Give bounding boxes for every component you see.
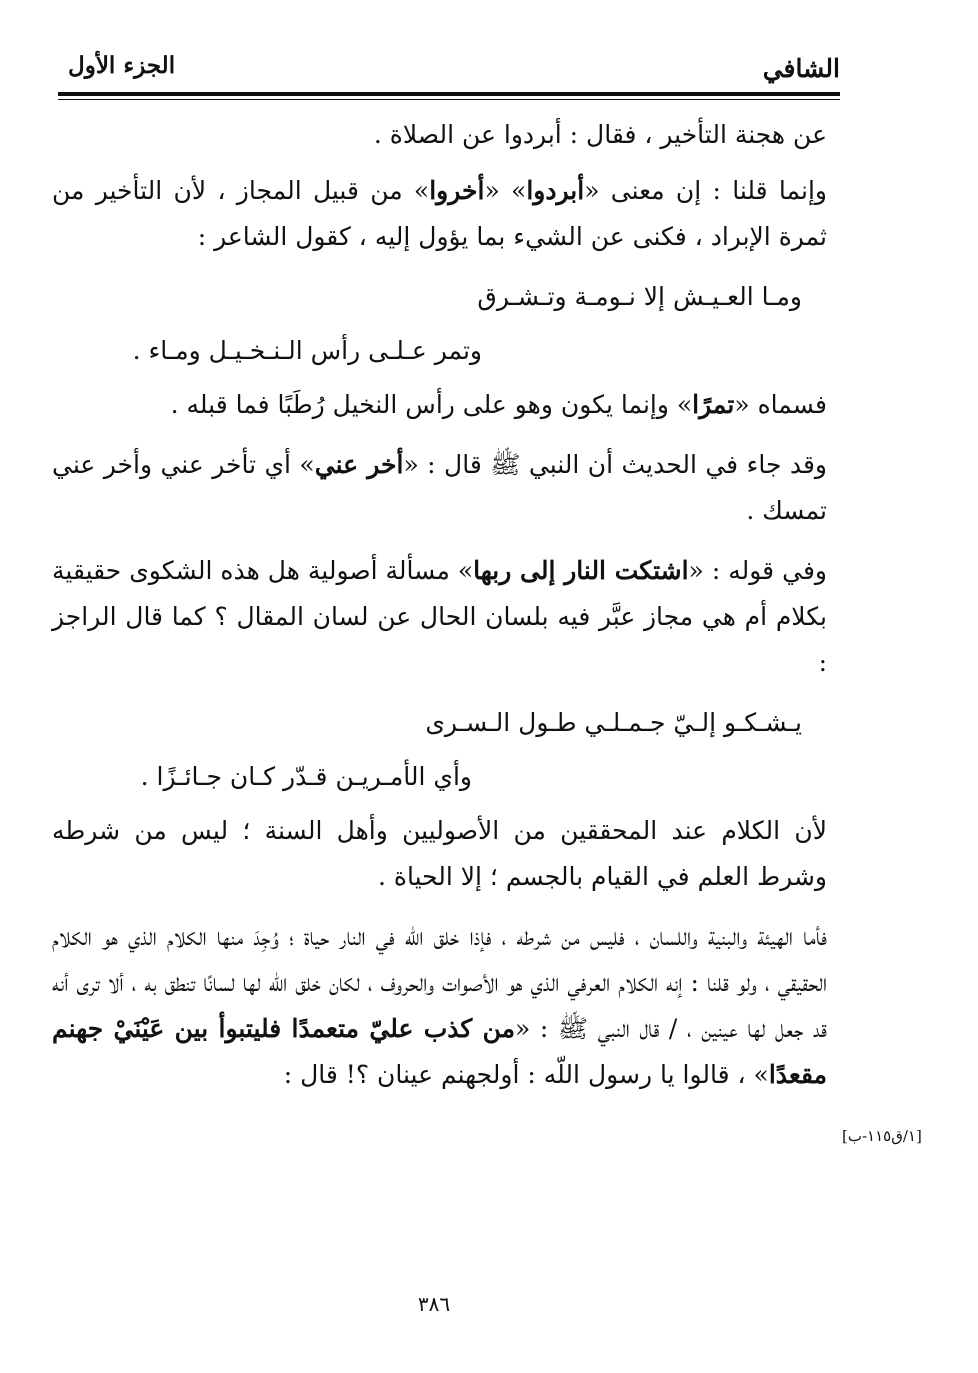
verse-line bbox=[52, 700, 827, 746]
body-text bbox=[52, 112, 827, 1112]
paragraph-text: فأما الهيئة والبنية واللسان ، فليس من شرطه ، فإذا خلق اللّه في النار حياة ؛ وُجِدَ منها الكلام الذي هو الكلام الحقيقي ، ولو قلنا : إنه الكلام العرفي الذي هو الأصوات والحروف ، لكان خلق اللّه لها لسانًا تنطق به ، ألا ترى أنه قد جعل لها عينين ، / قال النبي ﷺ : « bbox=[52, 922, 827, 1043]
paragraph-text: فسماه « bbox=[734, 390, 827, 419]
paragraph-text: وقد جاء في الحديث أن النبي ﷺ قال : « bbox=[403, 450, 827, 479]
verse-text: يـشـكـو إلـيّ جـمـلـي طـول الـسـرى bbox=[425, 708, 802, 737]
paragraph-text: وفي قوله : « bbox=[688, 556, 827, 585]
paragraph-text: وإنما قلنا : إن معنى « bbox=[584, 176, 827, 205]
verse-line bbox=[52, 754, 827, 800]
verse-text: وتمر عـلـى رأس الـنـخـيـل ومـاء . bbox=[132, 336, 482, 365]
paragraph bbox=[52, 382, 827, 428]
header-rule-thick bbox=[58, 92, 840, 96]
paragraph-text: » من قبيل المجاز ، لأن التأخير من ثمرة الإبراد ، فكنى عن الشيء بما يؤول إليه ، كقول الشاعر : bbox=[52, 176, 827, 251]
paragraph-text: لأن الكلام عند المحققين من الأصوليين وأهل السنة ؛ ليس من شرطه وشرط العلم في القيام بالجسم ؛ إلا الحياة . bbox=[52, 816, 827, 891]
paragraph-text: » « bbox=[484, 176, 527, 205]
running-header bbox=[58, 48, 840, 88]
manuscript-folio-note: [١/ق١١٥-ب] bbox=[842, 1127, 922, 1145]
paragraph bbox=[52, 914, 827, 1098]
paragraph-text: » وإنما يكون وهو على رأس النخيل رُطَبًا فما قبله . bbox=[170, 390, 693, 419]
paragraph bbox=[52, 168, 827, 260]
paragraph-text: عن هجنة التأخير ، فقال : أبردوا عن الصلاة . bbox=[373, 120, 827, 149]
bold-term: تمرًا bbox=[692, 390, 735, 419]
bold-term: أخروا bbox=[429, 176, 485, 205]
page-number: ٣٨٦ bbox=[417, 1292, 451, 1316]
verse-line bbox=[52, 274, 827, 320]
paragraph bbox=[52, 808, 827, 900]
verse-text: ومـا العـيـش إلا نـومـة وتـشـرق bbox=[477, 282, 802, 311]
paragraph-text: » مسألة أصولية هل هذه الشكوى حقيقية بكلام أم هي مجاز عبَّر فيه بلسان الحال عن لسان المقال ؟ كما قال الراجز : bbox=[52, 556, 827, 677]
book-title: الشافي bbox=[762, 54, 840, 83]
paragraph-text: » ، قالوا يا رسول اللّه : أولجهنم عينان ؟! قال : bbox=[283, 1060, 769, 1089]
part-label: الجزء الأول bbox=[68, 52, 176, 79]
paragraph bbox=[52, 548, 827, 686]
hadith-quote: من كذب عليّ متعمدًا فليتبوأ بين عَيْنَيْ جهنم مقعدًا bbox=[52, 1014, 827, 1089]
hadith-quote: أخر عني bbox=[314, 450, 404, 479]
bold-term: أبردوا bbox=[526, 176, 585, 205]
paragraph bbox=[52, 112, 827, 158]
paragraph-text: » أي تأخر عني وأخر عني تمسك . bbox=[52, 450, 827, 525]
verse-text: وأي الأمـريـن قـدّر كـان جـائـزًا . bbox=[140, 762, 472, 791]
paragraph bbox=[52, 442, 827, 534]
header-rule-thin bbox=[58, 99, 840, 100]
hadith-quote: اشتكت النار إلى ربها bbox=[473, 556, 689, 585]
verse-line bbox=[52, 328, 827, 374]
